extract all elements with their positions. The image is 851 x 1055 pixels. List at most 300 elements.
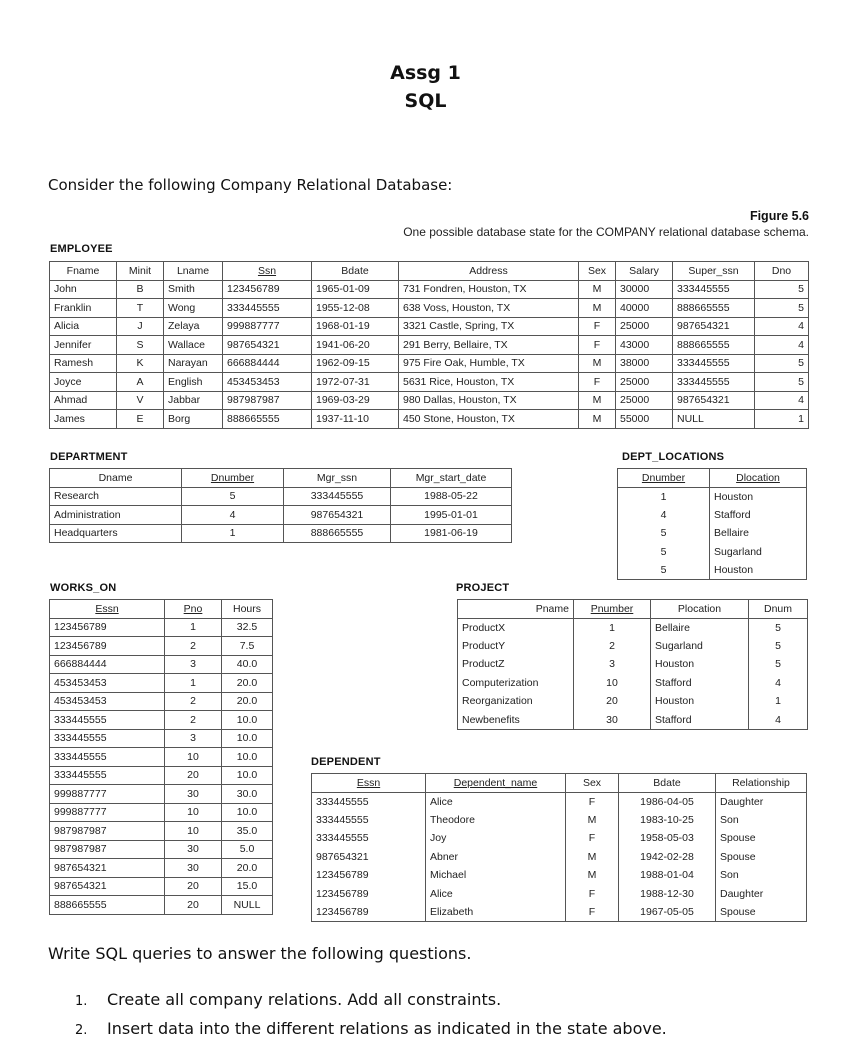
table-row [50, 766, 273, 785]
table-cell: 123456789 [50, 637, 165, 656]
table-cell: 5 [749, 618, 808, 637]
table-cell: Houston [710, 561, 807, 580]
table-cell: 5 [755, 373, 809, 392]
column-header: Plocation [651, 600, 749, 619]
table-cell: Smith [164, 280, 223, 299]
table-cell: Narayan [164, 354, 223, 373]
table-cell: 987987987 [50, 840, 165, 859]
table-cell: 333445555 [223, 299, 312, 318]
column-header: Dlocation [710, 469, 807, 488]
table-row [50, 317, 809, 336]
table-cell: Theodore [426, 811, 566, 830]
column-header: Super_ssn [673, 262, 755, 281]
table-cell: 1981-06-19 [391, 524, 512, 543]
table-row [50, 896, 273, 915]
table-cell: 10.0 [222, 711, 273, 730]
table-cell: 333445555 [50, 729, 165, 748]
table-cell: Jennifer [50, 336, 117, 355]
table-cell: 55000 [616, 410, 673, 429]
table-row [50, 354, 809, 373]
table-cell: 1967-05-05 [619, 903, 716, 922]
works-on-table [49, 599, 273, 915]
table-cell: 1988-01-04 [619, 866, 716, 885]
table-row [50, 692, 273, 711]
table-row [50, 711, 273, 730]
table-cell: Joyce [50, 373, 117, 392]
table-cell: 10.0 [222, 729, 273, 748]
table-cell: 123456789 [312, 885, 426, 904]
table-cell: 3321 Castle, Spring, TX [399, 317, 579, 336]
table-cell: Joy [426, 829, 566, 848]
dept-locations-table-name: DEPT_LOCATIONS [622, 451, 725, 463]
table-cell: 450 Stone, Houston, TX [399, 410, 579, 429]
table-cell: Jabbar [164, 391, 223, 410]
table-cell: Spouse [716, 829, 807, 848]
table-row [50, 336, 809, 355]
table-cell: 888665555 [673, 336, 755, 355]
table-cell: 20.0 [222, 674, 273, 693]
table-row [458, 674, 808, 693]
table-cell: 43000 [616, 336, 673, 355]
table-row [312, 866, 807, 885]
table-row [618, 524, 807, 543]
table-cell: Spouse [716, 903, 807, 922]
table-cell: NULL [673, 410, 755, 429]
column-header: Address [399, 262, 579, 281]
table-cell: F [579, 317, 616, 336]
table-cell: Newbenefits [458, 711, 574, 730]
table-row [50, 637, 273, 656]
table-cell: Stafford [651, 711, 749, 730]
table-cell: 30 [165, 785, 222, 804]
table-cell: Wong [164, 299, 223, 318]
employee-table [49, 261, 809, 429]
table-cell: 30 [574, 711, 651, 730]
project-table [457, 599, 808, 730]
table-row [618, 543, 807, 562]
table-cell: Son [716, 811, 807, 830]
table-cell: 1988-05-22 [391, 487, 512, 506]
table-cell: 20.0 [222, 859, 273, 878]
table-cell: 1 [165, 674, 222, 693]
table-cell: 10 [165, 803, 222, 822]
table-cell: 1937-11-10 [312, 410, 399, 429]
table-cell: 3 [165, 729, 222, 748]
table-cell: F [566, 829, 619, 848]
table-cell: 5 [618, 524, 710, 543]
table-cell: 666884444 [50, 655, 165, 674]
table-cell: 35.0 [222, 822, 273, 841]
table-row [618, 506, 807, 525]
table-cell: 3 [574, 655, 651, 674]
column-header: Essn [50, 600, 165, 619]
column-header: Pno [165, 600, 222, 619]
table-cell: 333445555 [312, 811, 426, 830]
instructions-text: Write SQL queries to answer the following questions. [48, 944, 472, 963]
table-cell: Elizabeth [426, 903, 566, 922]
page-subtitle: SQL [404, 90, 447, 112]
table-cell: ProductX [458, 618, 574, 637]
table-cell: 25000 [616, 391, 673, 410]
table-cell: 980 Dallas, Houston, TX [399, 391, 579, 410]
table-cell: Alice [426, 792, 566, 811]
table-cell: James [50, 410, 117, 429]
table-cell: F [566, 885, 619, 904]
column-header: Pnumber [574, 600, 651, 619]
column-header: Bdate [312, 262, 399, 281]
table-cell: Franklin [50, 299, 117, 318]
dependent-table-name: DEPENDENT [311, 756, 381, 768]
table-cell: 40.0 [222, 655, 273, 674]
table-cell: 5 [618, 543, 710, 562]
table-cell: F [579, 373, 616, 392]
table-cell: 123456789 [312, 903, 426, 922]
table-cell: Spouse [716, 848, 807, 867]
table-cell: 333445555 [50, 748, 165, 767]
table-cell: 638 Voss, Houston, TX [399, 299, 579, 318]
table-row [312, 903, 807, 922]
table-cell: 5631 Rice, Houston, TX [399, 373, 579, 392]
table-cell: 987654321 [50, 859, 165, 878]
table-cell: 2 [165, 711, 222, 730]
table-row [312, 885, 807, 904]
table-cell: 291 Berry, Bellaire, TX [399, 336, 579, 355]
intro-text: Consider the following Company Relational Database: [48, 176, 453, 194]
table-cell: A [117, 373, 164, 392]
table-cell: 4 [755, 336, 809, 355]
table-cell: 40000 [616, 299, 673, 318]
table-cell: 20 [165, 896, 222, 915]
table-cell: 1 [755, 410, 809, 429]
table-row [50, 506, 512, 525]
list-item: 1. Create all company relations. Add all constraints. [75, 990, 502, 1009]
table-cell: Sugarland [710, 543, 807, 562]
table-cell: 4 [749, 711, 808, 730]
column-header: Mgr_ssn [284, 469, 391, 488]
table-cell: NULL [222, 896, 273, 915]
table-cell: 987654321 [673, 391, 755, 410]
table-cell: Abner [426, 848, 566, 867]
works-on-table-name: WORKS_ON [50, 582, 117, 594]
table-cell: 987987987 [50, 822, 165, 841]
table-cell: 30.0 [222, 785, 273, 804]
table-cell: Son [716, 866, 807, 885]
table-cell: 25000 [616, 373, 673, 392]
table-row [50, 410, 809, 429]
table-cell: 453453453 [223, 373, 312, 392]
table-cell: 5 [755, 280, 809, 299]
project-table-name: PROJECT [456, 582, 510, 594]
table-cell: 3 [165, 655, 222, 674]
table-cell: 888665555 [50, 896, 165, 915]
table-row [50, 729, 273, 748]
table-row [312, 848, 807, 867]
column-header: Ssn [223, 262, 312, 281]
table-cell: 1 [165, 618, 222, 637]
table-cell: 999887777 [50, 803, 165, 822]
table-cell: 333445555 [673, 354, 755, 373]
table-cell: 5.0 [222, 840, 273, 859]
table-cell: 4 [755, 391, 809, 410]
table-cell: 5 [618, 561, 710, 580]
dependent-table [311, 773, 807, 922]
table-cell: 333445555 [50, 766, 165, 785]
column-header: Minit [117, 262, 164, 281]
table-cell: M [579, 299, 616, 318]
table-cell: 1986-04-05 [619, 792, 716, 811]
table-cell: 1983-10-25 [619, 811, 716, 830]
table-cell: 5 [749, 655, 808, 674]
table-cell: 1969-03-29 [312, 391, 399, 410]
table-row [50, 618, 273, 637]
table-cell: 10 [165, 748, 222, 767]
table-cell: 453453453 [50, 674, 165, 693]
table-cell: 4 [755, 317, 809, 336]
page-title: Assg 1 [390, 62, 461, 84]
table-row [50, 524, 512, 543]
table-cell: F [566, 792, 619, 811]
table-cell: 888665555 [284, 524, 391, 543]
column-header: Mgr_start_date [391, 469, 512, 488]
column-header: Salary [616, 262, 673, 281]
table-cell: 2 [165, 692, 222, 711]
table-row [458, 618, 808, 637]
department-table [49, 468, 512, 543]
table-row [50, 674, 273, 693]
table-cell: 123456789 [50, 618, 165, 637]
table-cell: Alice [426, 885, 566, 904]
table-row [50, 655, 273, 674]
table-cell: 4 [182, 506, 284, 525]
table-cell: J [117, 317, 164, 336]
table-cell: Sugarland [651, 637, 749, 656]
table-row [50, 840, 273, 859]
figure-label: Figure 5.6 [749, 209, 809, 223]
table-cell: ProductY [458, 637, 574, 656]
table-cell: 20.0 [222, 692, 273, 711]
table-row [50, 785, 273, 804]
column-header: Dno [755, 262, 809, 281]
table-cell: 1942-02-28 [619, 848, 716, 867]
column-header: Fname [50, 262, 117, 281]
table-cell: 123456789 [312, 866, 426, 885]
table-cell: 731 Fondren, Houston, TX [399, 280, 579, 299]
table-cell: Wallace [164, 336, 223, 355]
table-cell: 1955-12-08 [312, 299, 399, 318]
table-cell: 1941-06-20 [312, 336, 399, 355]
table-cell: 2 [165, 637, 222, 656]
list-item: 2. Insert data into the different relations as indicated in the state above. [75, 1019, 667, 1038]
column-header: Sex [566, 774, 619, 793]
table-cell: 30 [165, 840, 222, 859]
table-cell: E [117, 410, 164, 429]
table-cell: 1965-01-09 [312, 280, 399, 299]
table-row [50, 487, 512, 506]
table-cell: 10 [574, 674, 651, 693]
table-cell: 10.0 [222, 748, 273, 767]
table-row [50, 373, 809, 392]
table-cell: Houston [651, 655, 749, 674]
table-row [458, 655, 808, 674]
table-cell: M [579, 410, 616, 429]
table-cell: Reorganization [458, 692, 574, 711]
table-cell: Bellaire [651, 618, 749, 637]
table-cell: 1968-01-19 [312, 317, 399, 336]
table-cell: 975 Fire Oak, Humble, TX [399, 354, 579, 373]
table-row [50, 299, 809, 318]
table-cell: M [579, 354, 616, 373]
table-cell: 2 [574, 637, 651, 656]
table-cell: 20 [165, 766, 222, 785]
table-cell: 4 [618, 506, 710, 525]
column-header: Essn [312, 774, 426, 793]
table-cell: Bellaire [710, 524, 807, 543]
table-cell: 7.5 [222, 637, 273, 656]
table-row [618, 561, 807, 580]
table-cell: John [50, 280, 117, 299]
table-cell: 987654321 [312, 848, 426, 867]
table-cell: 10.0 [222, 766, 273, 785]
column-header: Sex [579, 262, 616, 281]
table-cell: 5 [755, 354, 809, 373]
table-cell: 20 [165, 877, 222, 896]
table-cell: 1958-05-03 [619, 829, 716, 848]
table-cell: 10 [165, 822, 222, 841]
table-cell: 30 [165, 859, 222, 878]
table-cell: Administration [50, 506, 182, 525]
table-cell: Research [50, 487, 182, 506]
table-cell: M [566, 811, 619, 830]
column-header: Pname [458, 600, 574, 619]
table-cell: 32.5 [222, 618, 273, 637]
table-row [312, 829, 807, 848]
table-row [312, 811, 807, 830]
table-cell: 987654321 [223, 336, 312, 355]
table-row [50, 803, 273, 822]
table-cell: 999887777 [223, 317, 312, 336]
table-cell: Daughter [716, 885, 807, 904]
table-row [50, 859, 273, 878]
table-cell: 333445555 [312, 792, 426, 811]
table-cell: Stafford [651, 674, 749, 693]
column-header: Bdate [619, 774, 716, 793]
table-cell: 1 [618, 487, 710, 506]
table-cell: Zelaya [164, 317, 223, 336]
table-cell: Borg [164, 410, 223, 429]
column-header: Dname [50, 469, 182, 488]
table-cell: Ahmad [50, 391, 117, 410]
table-row [50, 877, 273, 896]
table-cell: S [117, 336, 164, 355]
employee-table-name: EMPLOYEE [50, 243, 113, 255]
column-header: Dnum [749, 600, 808, 619]
figure-caption: One possible database state for the COMPANY relational database schema. [403, 225, 809, 239]
column-header: Hours [222, 600, 273, 619]
table-cell: 1988-12-30 [619, 885, 716, 904]
table-cell: 123456789 [223, 280, 312, 299]
table-cell: 1972-07-31 [312, 373, 399, 392]
table-cell: 10.0 [222, 803, 273, 822]
table-cell: 1962-09-15 [312, 354, 399, 373]
table-cell: 1995-01-01 [391, 506, 512, 525]
table-cell: Alicia [50, 317, 117, 336]
table-cell: M [566, 848, 619, 867]
table-cell: ProductZ [458, 655, 574, 674]
table-row [50, 280, 809, 299]
table-cell: Headquarters [50, 524, 182, 543]
table-row [50, 748, 273, 767]
table-cell: 333445555 [284, 487, 391, 506]
table-row [50, 391, 809, 410]
task-list [75, 985, 667, 1043]
table-cell: English [164, 373, 223, 392]
table-cell: F [566, 903, 619, 922]
table-cell: 987654321 [50, 877, 165, 896]
table-row [50, 822, 273, 841]
column-header: Relationship [716, 774, 807, 793]
table-cell: 20 [574, 692, 651, 711]
table-cell: 4 [749, 674, 808, 693]
table-cell: 15.0 [222, 877, 273, 896]
table-cell: 987987987 [223, 391, 312, 410]
table-cell: 987654321 [284, 506, 391, 525]
table-cell: Houston [651, 692, 749, 711]
table-cell: M [566, 866, 619, 885]
table-cell: T [117, 299, 164, 318]
table-row [312, 792, 807, 811]
table-cell: M [579, 280, 616, 299]
table-cell: 5 [182, 487, 284, 506]
table-row [618, 487, 807, 506]
table-cell: Houston [710, 487, 807, 506]
table-cell: 999887777 [50, 785, 165, 804]
table-cell: Michael [426, 866, 566, 885]
table-cell: 5 [749, 637, 808, 656]
table-cell: 453453453 [50, 692, 165, 711]
table-cell: K [117, 354, 164, 373]
table-cell: 888665555 [223, 410, 312, 429]
table-row [458, 711, 808, 730]
table-cell: 25000 [616, 317, 673, 336]
table-cell: 1 [574, 618, 651, 637]
table-cell: 333445555 [673, 280, 755, 299]
table-cell: Computerization [458, 674, 574, 693]
table-cell: F [579, 336, 616, 355]
table-cell: 666884444 [223, 354, 312, 373]
table-cell: 5 [755, 299, 809, 318]
department-table-name: DEPARTMENT [50, 451, 128, 463]
table-row [458, 637, 808, 656]
table-cell: Stafford [710, 506, 807, 525]
table-cell: 333445555 [673, 373, 755, 392]
table-cell: 333445555 [50, 711, 165, 730]
dept-locations-table [617, 468, 807, 580]
table-cell: V [117, 391, 164, 410]
table-cell: 30000 [616, 280, 673, 299]
column-header: Dependent_name [426, 774, 566, 793]
table-cell: Ramesh [50, 354, 117, 373]
table-row [458, 692, 808, 711]
column-header: Dnumber [618, 469, 710, 488]
table-cell: M [579, 391, 616, 410]
table-cell: B [117, 280, 164, 299]
table-cell: 38000 [616, 354, 673, 373]
table-cell: Daughter [716, 792, 807, 811]
table-cell: 888665555 [673, 299, 755, 318]
table-cell: 333445555 [312, 829, 426, 848]
table-cell: 1 [182, 524, 284, 543]
table-cell: 987654321 [673, 317, 755, 336]
